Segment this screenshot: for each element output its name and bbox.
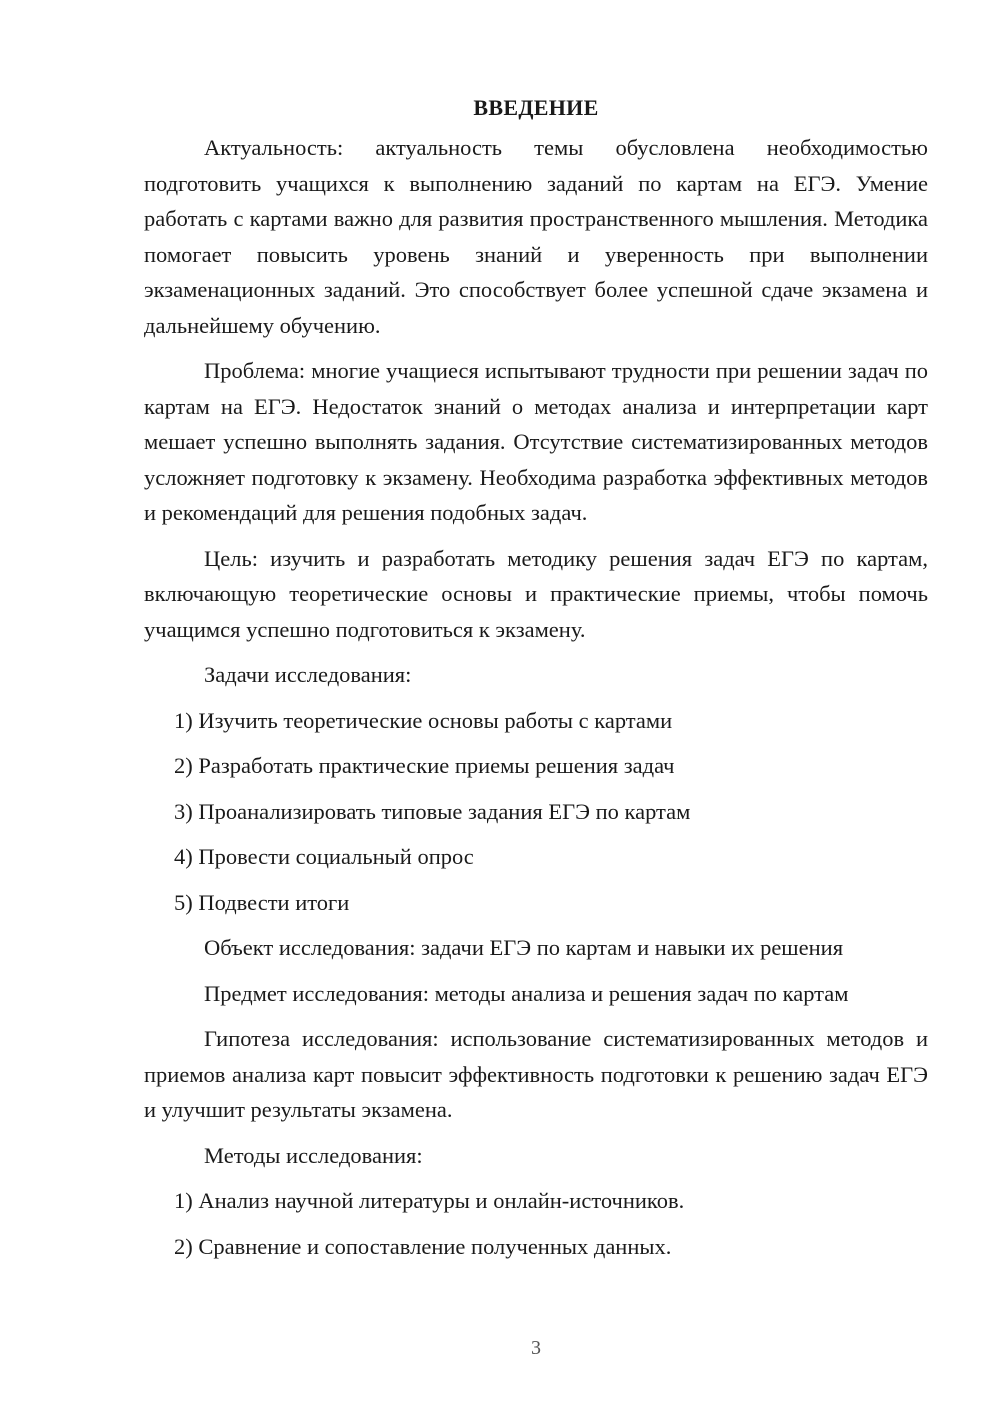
tasks-list [144,703,928,931]
problem-paragraph: Проблема: многие учащиеся испытывают трудности при решении задач по картам на ЕГЭ. Недостаток знаний о методах анализа и интерпретации карт мешает успешно выполнять задания. Отсутствие систематизированных методов усложняет подготовку к экзамену. Необходима разработка эффективных методов и рекомендаций для решения подобных задач. [144,358,928,525]
object-line: Объект исследования: задачи ЕГЭ по картам и навыки их решения [204,935,844,960]
task-item: 1) Изучить теоретические основы работы с картами [174,707,673,733]
document-page [144,92,928,1274]
hypothesis-paragraph: Гипотеза исследования: использование систематизированных методов и приемов анализа карт повысит эффективность подготовки к решению задач ЕГЭ и улучшит результаты экзамена. [144,1026,928,1122]
page-number: 3 [531,1337,541,1359]
goal-paragraph: Цель: изучить и разработать методику решения задач ЕГЭ по картам, включающую теоретические основы и практические приемы, чтобы помочь учащимся успешно подготовиться к экзамену. [144,545,928,642]
tasks-heading: Задачи исследования: [204,662,412,687]
subject-line: Предмет исследования: методы анализа и решения задач по картам [204,980,849,1006]
task-item: 3) Проанализировать типовые задания ЕГЭ по картам [174,798,691,824]
section-title: ВВЕДЕНИЕ [473,95,599,120]
task-item: 4) Провести социальный опрос [174,844,474,869]
method-item: 2) Сравнение и сопоставление полученных данных. [174,1233,672,1259]
relevance-paragraph: Актуальность: актуальность темы обусловлена необходимостью подготовить учащихся к выполнению заданий по картам на ЕГЭ. Умение работать с картами важно для развития пространственного мышления. Методика помогает повысить уровень знаний и уверенность при выполнении экзаменационных заданий. Это способствует более успешной сдаче экзамена и дальнейшему обучению. [144,135,928,338]
task-item: 5) Подвести итоги [174,889,350,915]
methods-heading: Методы исследования: [204,1142,423,1168]
methods-list [144,1183,928,1274]
task-item: 2) Разработать практические приемы решения задач [174,753,675,778]
method-item: 1) Анализ научной литературы и онлайн-источников. [174,1188,685,1213]
